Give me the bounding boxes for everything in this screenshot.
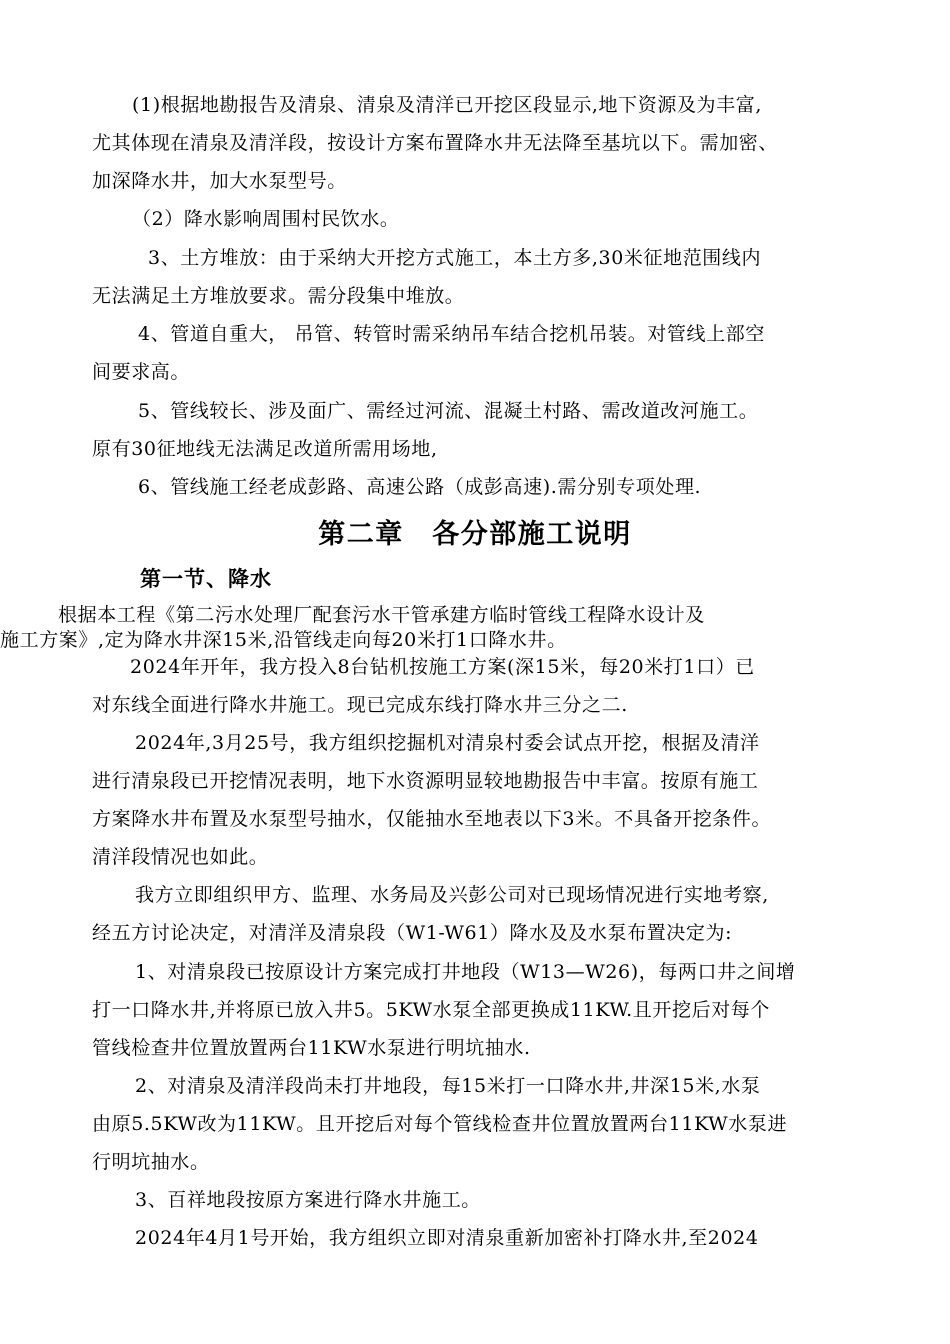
chapter-title: 第二章 各分部施工说明 — [318, 519, 632, 550]
paragraph-line: 管线检查井位置放置两台11KW水泵进行明坑抽水. — [92, 1037, 531, 1059]
paragraph-line: 我方立即组织甲方、监理、水务局及兴彭公司对已现场情况进行实地考察, — [135, 884, 769, 906]
section-title: 第一节、降水 — [140, 567, 272, 591]
paragraph-line: 进行清泉段已开挖情况表明，地下水资源明显较地勘报告中丰富。按原有施工 — [92, 770, 759, 792]
paragraph-line: 2024年开年，我方投入8台钻机按施工方案(深15米，每20米打1口）已 — [130, 656, 755, 678]
paragraph-line: 2024年4月1号开始，我方组织立即对清泉重新加密补打降水井,至2024 — [135, 1227, 759, 1249]
paragraph-line: 根据本工程《第二污水处理厂配套污水干管承建方临时管线工程降水设计及 — [58, 604, 705, 626]
paragraph-line: 无法满足土方堆放要求。需分段集中堆放。 — [92, 285, 465, 307]
paragraph-line: 2024年,3月25号，我方组织挖掘机对清泉村委会试点开挖，根据及清洋 — [135, 732, 760, 754]
paragraph-line: 打一口降水井,并将原已放入井5。5KW水泵全部更换成11KW.且开挖后对每个 — [92, 999, 771, 1021]
paragraph-line: 行明坑抽水。 — [92, 1151, 210, 1173]
paragraph-line: 加深降水井，加大水泵型号。 — [92, 170, 347, 192]
paragraph-line: 3、土方堆放：由于采纳大开挖方式施工，本土方多,30米征地范围线内 — [148, 247, 762, 269]
paragraph-line: (1)根据地勘报告及清泉、清泉及清洋已开挖区段显示,地下资源及为丰富, — [132, 94, 762, 116]
paragraph-line: 尤其体现在清泉及清洋段，按设计方案布置降水井无法降至基坑以下。需加密、 — [92, 132, 779, 154]
paragraph-line: 6、管线施工经老成彭路、高速公路（成彭高速).需分别专项处理. — [138, 476, 702, 498]
paragraph-line: 1、对清泉段已按原设计方案完成打井地段（W13—W26)，每两口井之间增 — [135, 961, 796, 983]
paragraph-line: 施工方案》,定为降水井深15米,沿管线走向每20米打1口降水井。 — [0, 629, 567, 651]
paragraph-line: 经五方讨论决定，对清洋及清泉段（W1-W61）降水及及水泵布置决定为: — [92, 922, 733, 944]
paragraph-line: 由原5.5KW改为11KW。且开挖后对每个管线检查井位置放置两台11KW水泵进 — [92, 1113, 788, 1135]
paragraph-line: （2）降水影响周围村民饮水。 — [132, 208, 400, 230]
paragraph-line: 3、百祥地段按原方案进行降水井施工。 — [135, 1189, 481, 1211]
paragraph-line: 5、管线较长、涉及面广、需经过河流、混凝土村路、需改道改河施工。 — [138, 400, 759, 422]
paragraph-line: 4、管道自重大， 吊管、转管时需采纳吊车结合挖机吊装。对管线上部空 — [138, 323, 765, 345]
paragraph-line: 2、对清泉及清洋段尚未打井地段，每15米打一口降水井,井深15米,水泵 — [135, 1075, 761, 1097]
paragraph-line: 原有30征地线无法满足改道所需用场地, — [92, 438, 438, 460]
paragraph-line: 清洋段情况也如此。 — [92, 846, 269, 868]
paragraph-line: 对东线全面进行降水井施工。现已完成东线打降水井三分之二. — [92, 694, 628, 716]
paragraph-line: 方案降水井布置及水泵型号抽水，仅能抽水至地表以下3米。不具备开挖条件。 — [92, 808, 772, 830]
paragraph-line: 间要求高。 — [92, 361, 191, 383]
